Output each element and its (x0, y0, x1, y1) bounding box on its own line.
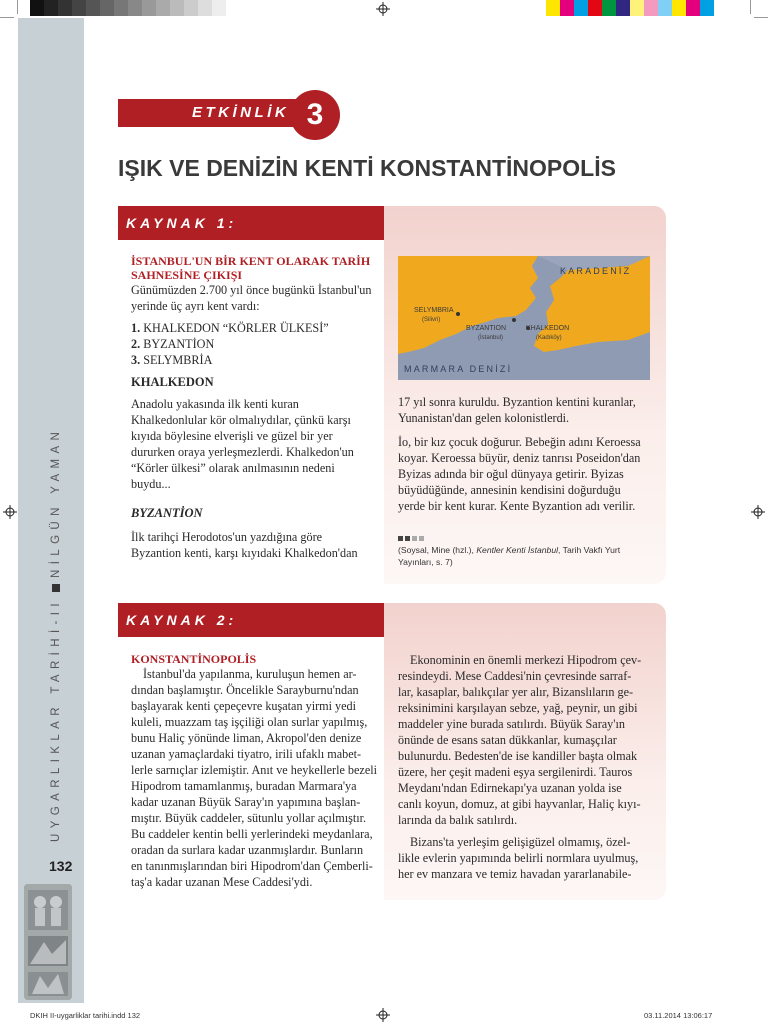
stone-relief-image (24, 884, 72, 1000)
crop-mark (750, 0, 751, 14)
footer-file-info: DKIH II-uygarliklar tarihi.indd 132 (30, 1011, 141, 1020)
source-1-right-column (398, 394, 650, 514)
registration-mark-bottom (376, 1008, 390, 1022)
footer-timestamp: 03.11.2014 13:06:17 (644, 1011, 713, 1020)
source-1-subheading-line1: İSTANBUL'UN BİR KENT OLARAK TARİH (131, 254, 371, 268)
text-line: kuleli, muazzam taş işçiliği olan surlar yapılmış, (131, 715, 368, 729)
text-line: taş'a kadar uzanan Mese Caddesi'ydi. (131, 875, 313, 889)
text-line: lar, kasaplar, balıkçılar yer alır, Bizanslıların ge- (398, 685, 634, 699)
source-2-subheading: KONSTANTİNOPOLİS (131, 652, 257, 666)
text-line: maddeler yine burada satılırdı. Büyük Saray'ın (398, 717, 625, 731)
label-selymbria-sub: (Silivri) (422, 317, 441, 323)
page-number: 132 (49, 858, 73, 874)
sidebar-running-title (50, 427, 62, 842)
text-line: Bizans'ta yerleşim gelişigüzel olmamış, özel- (410, 835, 631, 849)
color-calibration-strip (546, 0, 714, 16)
label-khalkedon: KHALKEDON (526, 325, 570, 332)
text-line: lerle sarnıçlar izlemiştir. Anıt ve heykellerle bezeli (131, 763, 378, 777)
source-1-right-paragraph-2: İo, bir kız çocuk doğurur. Bebeğin adını Keroessa koyar. Keroessa büyür, deniz tanrısı Poseidon'dan Byizas adında bir oğul dünyaya getirir. Byizas büyüdüğünde, annesinin kendisini doğurduğu yerde bir kent kurar. Kente Byzantion adı verilir. (398, 435, 641, 513)
source-2-heading: KAYNAK 2: (118, 603, 384, 637)
text-line: canlı koyun, domuz, at gibi hayvanlar, Haliç kıyı- (398, 797, 641, 811)
text-line: en tanınmışlarından biri Hipodrom'dan Çemberli- (131, 859, 373, 873)
text-line: bunu Haliç yönünde liman, Akropol'den denize (131, 731, 362, 745)
text-line: bulunurdu. Bedesten'de ise kandiller başta olmak (398, 749, 638, 763)
text-line: uzanan yamaçlardaki tiyatro, irili ufaklı mabet- (131, 747, 362, 761)
author-name: NİLGÜN YAMAN (50, 426, 62, 579)
khalkedon-heading: KHALKEDON (131, 375, 214, 389)
text-line: likle evlerin yapımında belirli normlara uyulmuş, (398, 851, 639, 865)
text-line: resindeydi. Mese Caddesi'nin çevresinde sarraf- (398, 669, 632, 683)
list-item: 1. KHALKEDON “KÖRLER ÜLKESİ” (131, 321, 329, 335)
source-1-intro: Günümüzden 2.700 yıl önce bugünkü İstanbul'un yerinde üç ayrı kent vardı: (131, 283, 372, 313)
registration-mark-left (3, 505, 17, 519)
source-1-left-column (131, 254, 381, 561)
activity-number-badge: 3 (290, 90, 340, 140)
text-line: larında da balık satılırdı. (398, 813, 518, 827)
text-line: üzere, her çeşit madeni eşya sergilenirdi. Tauros (398, 765, 633, 779)
label-karadeniz: KARADENİZ (560, 266, 632, 276)
text-line: mıştır. Büyük caddeler, sütunlu yollar açılmıştır. (131, 811, 367, 825)
crop-mark (754, 17, 768, 18)
source-2-right-column (398, 652, 650, 882)
label-byzantion-sub: (İstanbul) (478, 335, 504, 341)
label-byzantion: BYZANTION (466, 325, 507, 332)
source-1-heading: KAYNAK 1: (118, 206, 384, 240)
list-item: 2. BYZANTİON (131, 337, 215, 351)
gray-calibration-strip (30, 0, 226, 16)
page-title: IŞIK VE DENİZİN KENTİ KONSTANTİNOPOLİS (118, 155, 616, 181)
source-1-subheading-line2: SAHNESİNE ÇIKIŞI (131, 268, 243, 282)
text-line: İstanbul'da yapılanma, kuruluşun hemen ar- (143, 667, 357, 681)
source-1-citation: (Soysal, Mine (hzl.), Kentler Kenti İstanbul, Tarih Vakfı Yurt Yayınları, s. 7) (398, 545, 621, 567)
text-line: Bu caddeler kentin belli yerlerindeki meydanlara, (131, 827, 373, 841)
byzantion-text: İlk tarihçi Herodotos'un yazdığına göre Byzantion kenti, karşı kıyıdaki Khalkedon'dan (131, 530, 358, 560)
text-line: dından başlamıştır. Öncelikle Sarayburnu'ndan (131, 683, 359, 697)
text-line: Meydanı'ndan Edirnekapı'ya uzanan yolda ise (398, 781, 622, 795)
book-title: UYGARLIKLAR TARİHİ-II (50, 598, 62, 842)
separator-square (52, 584, 60, 592)
khalkedon-text: Anadolu yakasında ilk kenti kuran Khalkedonlular kör olmalıydılar, çünkü karşı kıyıda böylesine elverişli ve güzel bir yer dururken oraya yerleşmezlerdi. Khalkedon'un “Körler ülkesi” olarak anılmasının nedeni buydu... (131, 397, 354, 491)
text-line: önünde de esans satan dükkanlar, kumaşçılar (398, 733, 617, 747)
byzantion-heading: BYZANTİON (131, 506, 203, 520)
bosphorus-map (398, 256, 650, 380)
label-selymbria: SELYMBRIA (414, 307, 454, 314)
text-line: başlayarak kenti çepeçevre kuşatan yirmi yedi (131, 699, 357, 713)
registration-mark-top (376, 2, 390, 16)
registration-mark-right (751, 505, 765, 519)
label-khalkedon-sub: (Kadıköy) (536, 335, 562, 341)
text-line: her ev manzara ve temiz havadan yararlanabile- (398, 867, 632, 881)
text-line: Hipodrom tamamlanmış, buradan Marmara'ya (131, 779, 357, 793)
activity-label: ETKİNLİK (192, 104, 290, 121)
text-line: oradan da surlara kadar uzanmışlardır. Bunların (131, 843, 364, 857)
text-line: Ekonominin en önemli merkezi Hipodrom çev- (410, 653, 642, 667)
crop-mark (17, 0, 18, 14)
text-line: reksinimini karşılayan sebze, yağ, peynir, un gibi (398, 701, 638, 715)
crop-mark (0, 17, 14, 18)
label-marmara: MARMARA DENİZİ (404, 364, 513, 374)
source-2-left-column (131, 652, 383, 890)
list-item: 3. SELYMBRİA (131, 353, 213, 367)
text-line: kadar uzanan Büyük Saray'ın yapımına başlan- (131, 795, 361, 809)
source-1-right-paragraph-1: 17 yıl sonra kuruldu. Byzantion kentini kuranlar, Yunanistan'dan gelen kolonistlerdi. (398, 395, 636, 425)
